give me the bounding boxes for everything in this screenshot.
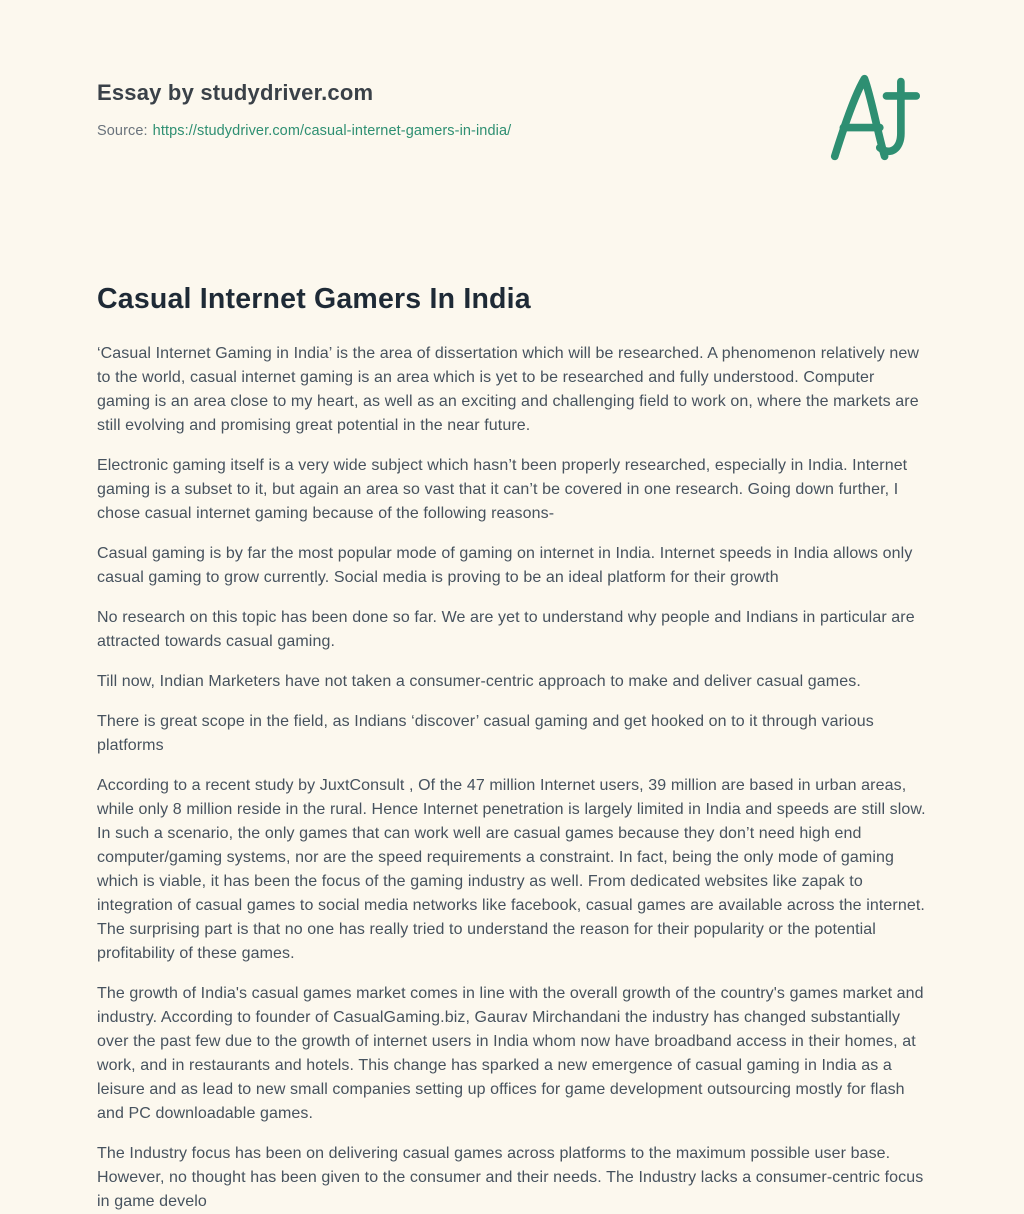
- essay-by-heading: Essay by studydriver.com: [97, 80, 374, 105]
- source-url-link[interactable]: https://studydriver.com/casual-internet-gamers-in-india/: [152, 123, 512, 139]
- article-paragraph-1: ‘Casual Internet Gaming in India’ is the area of dissertation which will be researched. A phenomenon relatively new to the world, casual internet gaming is an area which is yet to be researched and fully understood. Computer gaming is an area close to my heart, as well as an exciting and challenging field to work on, where the markets are still evolving and promising great potential in the near future.: [97, 345, 920, 434]
- page-header: [97, 78, 927, 164]
- studydriver-monogram-icon: [827, 72, 923, 164]
- article-paragraph-7: According to a recent study by JuxtConsult , Of the 47 million Internet users, 39 million are based in urban areas, while only 8 million reside in the rural. Hence Internet penetration is largely limited in India and speeds are still slow. In such a scenario, the only games that can work well are casual games because they don’t need high end computer/gaming systems, nor are the speed requirements a constraint. In fact, being the only mode of gaming which is viable, it has been the focus of the gaming industry as well. From dedicated websites like zapak to integration of casual games to social media networks like facebook, casual games are available across the internet. The surprising part is that no one has really tried to understand the reason for their popularity or the potential profitability of these games.: [97, 777, 926, 962]
- article-paragraph-4: No research on this topic has been done so far. We are yet to understand why people and Indians in particular are attracted towards casual gaming.: [97, 609, 915, 650]
- article-paragraph-2: Electronic gaming itself is a very wide subject which hasn’t been properly researched, especially in India. Internet gaming is a subset to it, but again an area so vast that it can’t be covered in one research. Going down further, I chose casual internet gaming because of the following reasons-: [97, 457, 908, 522]
- article-title: Casual Internet Gamers In India: [97, 283, 531, 315]
- article-paragraph-3: Casual gaming is by far the most popular mode of gaming on internet in India. Internet speeds in India allows only casual gaming to grow currently. Social media is proving to be an ideal platform for their growth: [97, 545, 913, 586]
- article-paragraph-5: Till now, Indian Marketers have not taken a consumer-centric approach to make and deliver casual games.: [97, 673, 861, 690]
- article-paragraph-9: The Industry focus has been on delivering casual games across platforms to the maximum possible user base. However, no thought has been given to the consumer and their needs. The Industry lacks a consumer-centric focus in game develo: [97, 1145, 924, 1210]
- studydriver-logo-svg: [827, 72, 923, 164]
- header-text-block: [97, 78, 511, 139]
- source-label: Source:: [97, 123, 148, 139]
- article-body: [97, 282, 927, 1214]
- article-paragraph-8: The growth of India's casual games market comes in line with the overall growth of the country's games market and industry. According to founder of CasualGaming.biz, Gaurav Mirchandani the industry has changed substantially over the past few due to the growth of internet users in India whom now have broadband access in their homes, at work, and in restaurants and hotels. This change has sparked a new emergence of casual gaming in India as a leisure and as lead to new small companies setting up offices for game development outsourcing mostly for flash and PC downloadable games.: [97, 985, 924, 1122]
- article-paragraph-6: There is great scope in the field, as Indians ‘discover’ casual gaming and get hooked on to it through various platforms: [97, 713, 874, 754]
- source-line: [97, 123, 511, 139]
